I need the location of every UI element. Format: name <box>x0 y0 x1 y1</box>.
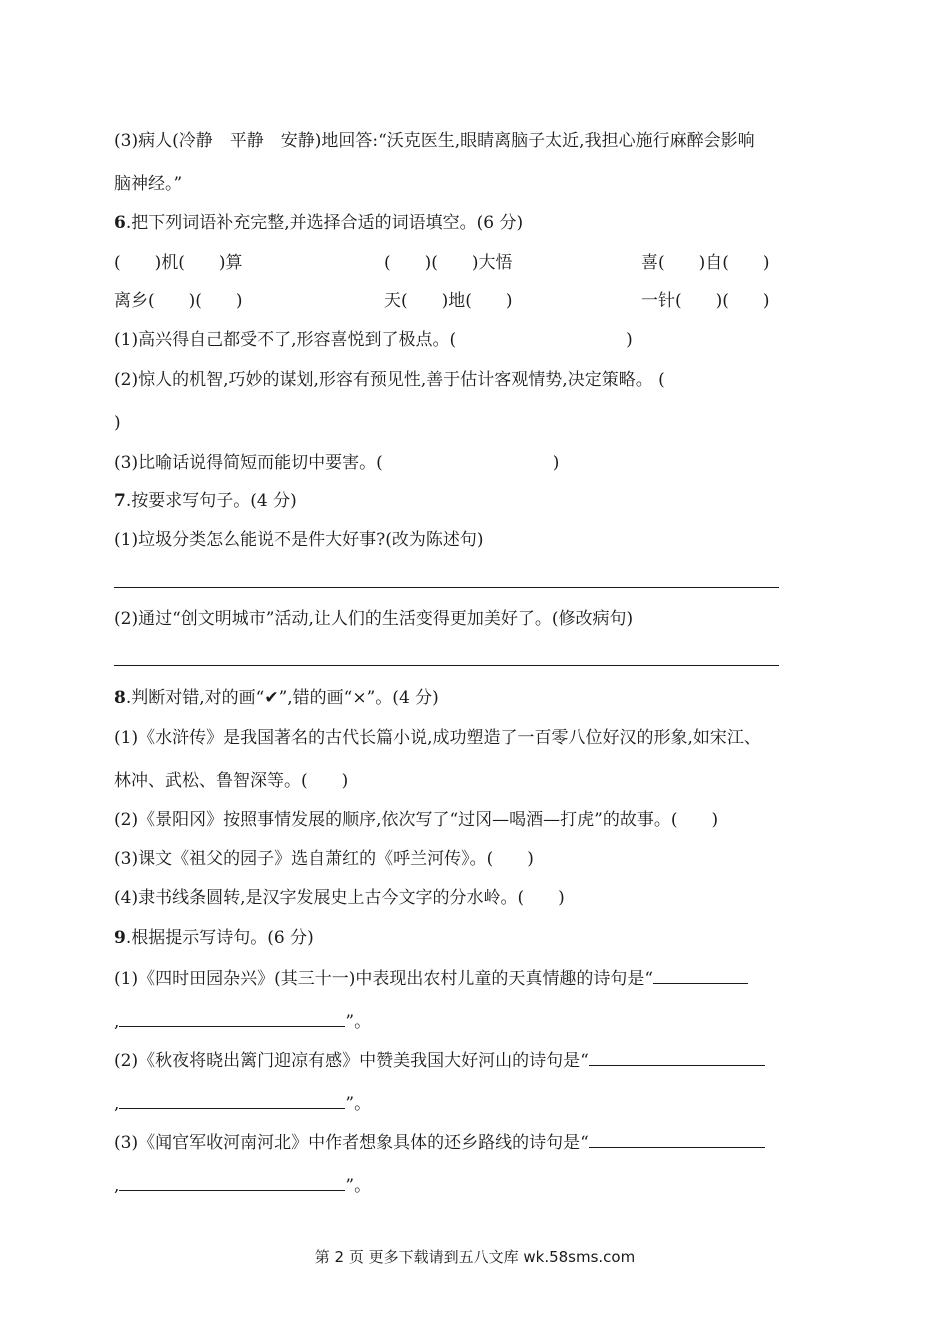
q8-title: .判断对错,对的画“✔”,错的画“×”。(4 分) <box>125 688 439 708</box>
q9-item3-blank-b[interactable] <box>119 1174 345 1191</box>
q6-title: .把下列词语补充完整,并选择合适的词语填空。(6 分) <box>125 213 524 233</box>
q7-item2: (2)通过“创文明城市”活动,让人们的生活变得更加美好了。(修改病句) <box>114 609 634 629</box>
q6-word-2: ( )( )大悟 <box>384 253 513 273</box>
q6-item2-line2: ) <box>114 413 121 433</box>
q9-number: 9 <box>114 928 126 948</box>
q9-item2-close: ”。 <box>345 1094 372 1114</box>
q8-item1-line1: (1)《水浒传》是我国著名的古代长篇小说,成功塑造了一百零八位好汉的形象,如宋江、 <box>114 728 761 748</box>
q9-item2-blank-b[interactable] <box>119 1092 345 1109</box>
q9-heading <box>114 927 314 949</box>
q6-word-1: ( )机( )算 <box>114 253 243 273</box>
q7-answer-line-2[interactable] <box>114 665 779 666</box>
q7-title: .按要求写句子。(4 分) <box>125 491 297 511</box>
q9-item1-comma: , <box>114 1012 120 1032</box>
q7-heading <box>114 490 297 512</box>
q9-item1-close: ”。 <box>345 1012 372 1032</box>
q5-item3-line2: 脑神经。” <box>114 174 183 194</box>
q8-heading <box>114 687 439 709</box>
q7-number: 7 <box>114 491 126 511</box>
q8-item4: (4)隶书线条圆转,是汉字发展史上古今文字的分水岭。( ) <box>114 888 565 908</box>
q9-item2-line1 <box>114 1049 765 1072</box>
q9-title: .根据提示写诗句。(6 分) <box>125 928 314 948</box>
q9-item1-line2 <box>114 1010 371 1033</box>
q9-item3-close: ”。 <box>345 1176 372 1196</box>
q6-item2-line1: (2)惊人的机智,巧妙的谋划,形容有预见性,善于估计客观情势,决定策略。 ( <box>114 370 665 390</box>
q6-word-6: 一针( )( ) <box>641 291 770 311</box>
q6-item1: (1)高兴得自己都受不了,形容喜悦到了极点。( ) <box>114 330 633 350</box>
q9-item1-text: (1)《四时田园杂兴》(其三十一)中表现出农村儿童的天真情趣的诗句是“ <box>114 969 654 989</box>
q9-item3-line2 <box>114 1174 371 1197</box>
q6-item3: (3)比喻话说得简短而能切中要害。( ) <box>114 453 560 473</box>
q9-item3-comma: , <box>114 1176 120 1196</box>
q9-item2-blank-a[interactable] <box>589 1049 765 1066</box>
q9-item3-blank-a[interactable] <box>589 1131 765 1148</box>
q8-item2: (2)《景阳冈》按照事情发展的顺序,依次写了“过冈—喝酒—打虎”的故事。( ) <box>114 810 719 830</box>
q9-item2-line2 <box>114 1092 371 1115</box>
q9-item3-line1 <box>114 1131 765 1154</box>
q9-item1-line1 <box>114 967 748 990</box>
q6-word-3: 喜( )自( ) <box>641 253 770 273</box>
q9-item3-text: (3)《闻官军收河南河北》中作者想象具体的还乡路线的诗句是“ <box>114 1133 589 1153</box>
q9-item1-blank-b[interactable] <box>119 1010 345 1027</box>
q6-word-5: 天( )地( ) <box>384 291 513 311</box>
q9-item2-text: (2)《秋夜将晓出篱门迎凉有感》中赞美我国大好河山的诗句是“ <box>114 1051 589 1071</box>
q8-item1-line2: 林冲、武松、鲁智深等。( ) <box>114 771 349 791</box>
q9-item2-comma: , <box>114 1094 120 1114</box>
q5-item3-line1: (3)病人(冷静 平静 安静)地回答:“沃克医生,眼睛离脑子太近,我担心施行麻醉会影响 <box>114 131 755 151</box>
q6-number: 6 <box>114 213 126 233</box>
q6-word-4: 离乡( )( ) <box>114 291 243 311</box>
q6-heading <box>114 212 523 234</box>
q7-answer-line-1[interactable] <box>114 587 779 588</box>
q8-number: 8 <box>114 688 126 708</box>
q9-item1-blank-a[interactable] <box>653 967 748 984</box>
q8-item3: (3)课文《祖父的园子》选自萧红的《呼兰河传》。( ) <box>114 849 534 869</box>
page-footer: 第 2 页 更多下载请到五八文库 wk.58sms.com <box>314 1248 636 1266</box>
q7-item1: (1)垃圾分类怎么能说不是件大好事?(改为陈述句) <box>114 530 484 550</box>
